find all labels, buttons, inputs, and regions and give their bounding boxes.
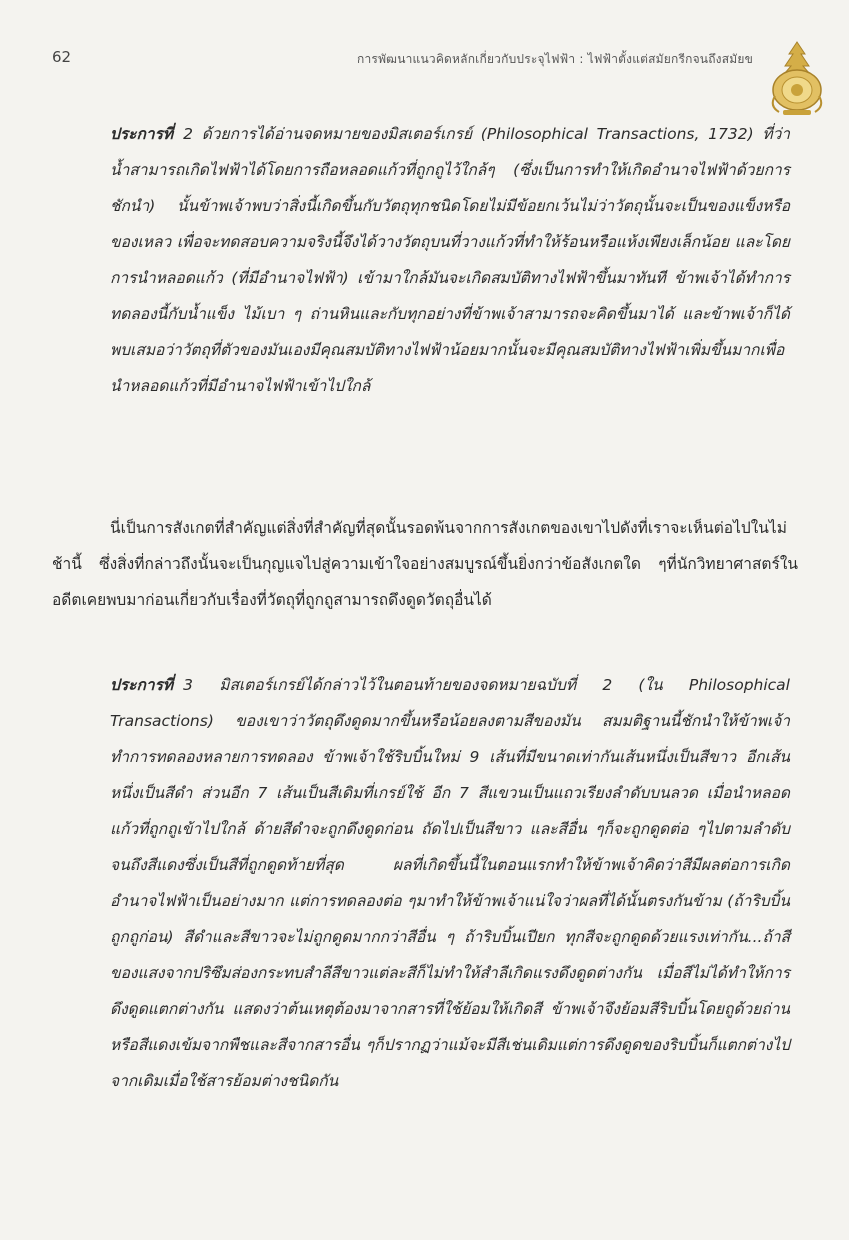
paragraph-text: นี่เป็นการสังเกตที่สำคัญแต่สิ่งที่สำคัญที่สุดนั้นรอดพ้นจากการสังเกตของเขาไปดังที่เราจะเห็นต่อไปในไม่ช้านี้ ซึ่งสิ่งที่กล่าวถึงนั้นจะเป็นกุญแจไปสู่ความเข้าใจอย่างสมบูรณ์ขึ้นยิ่งกว่าข้อสังเกตใด ๆที่นักวิทยาศาสตร์ในอดีตเคยพบมาก่อนเกี่ยวกับเรื่องที่วัตถุที่ถูกถูสามารถดึงดูดวัตถุอื่นได้ xyxy=(52,519,798,609)
paragraph-text: 3 มิสเตอร์เกรย์ได้กล่าวไว้ในตอนท้ายของจดหมายฉบับที่ 2 (ใน Philosophical Transactions) ของเขาว่าวัตถุดึงดูดมากขึ้นหรือน้อยลงตามสีของมัน สมมติฐานนี้ชักนำให้ข้าพเจ้าทำการทดลองหลายการทดลอง ข้าพเจ้าใช้ริบบิ้นใหม่ 9 เส้นที่มีขนาดเท่ากันเส้นหนึ่งเป็นสีขาว อีกเส้นหนึ่งเป็นสีดำ ส่วนอีก 7 เส้นเป็นสีเดิมที่เกรย์ใช้ อีก 7 สีแขวนเป็นแถวเรียงลำดับบนลวด เมื่อนำหลอดแก้วที่ถูกถูเข้าไปใกล้ ด้ายสีดำจะถูกดึงดูดก่อน ถัดไปเป็นสีขาว และสีอื่น ๆก็จะถูกดูดต่อ ๆไปตามลำดับ จนถึงสีแดงซึ่งเป็นสีที่ถูกดูดท้ายที่สุด ผลที่เกิดขึ้นนี้ในตอนแรกทำให้ข้าพเจ้าคิดว่าสีมีผลต่อการเกิดอำนาจไฟฟ้าเป็นอย่างมาก แต่การทดลองต่อ ๆมาทำให้ข้าพเจ้าแน่ใจว่าผลที่ได้นั้นตรงกันข้าม (ถ้าริบบิ้นถูกถูก่อน) สีดำและสีขาวจะไม่ถูกดูดมากกว่าสีอื่น ๆ ถ้าริบบิ้นเปียก ทุกสีจะถูกดูดด้วยแรงเท่ากัน...ถ้าสีของแสงจากปริซึมส่องกระทบสำลีสีขาวแต่ละสีก็ไม่ทำให้สำลีเกิดแรงดึงดูดต่างกัน เมื่อสีไม่ได้ทำให้การดึงดูดแตกต่างกัน แสดงว่าต้นเหตุต้องมาจากสารที่ใช้ย้อมให้เกิดสี ข้าพเจ้าจึงย้อมสีริบบิ้นโดยถูด้วยถ่านหรือสีแดงเข้มจากพืชและสีจากสารอื่น ๆก็ปรากฏว่าแม้จะมีสีเช่นเดิมแต่การดึงดูดของริบบิ้นก็แตกต่างไปจากเดิมเมื่อใช้สารย้อมต่างชนิดกัน xyxy=(110,676,790,1090)
paragraph-lead: ประการที่ xyxy=(110,676,174,694)
page-header xyxy=(52,44,753,74)
royal-emblem-icon xyxy=(765,40,829,118)
page-number: 62 xyxy=(52,48,72,66)
paragraph-lead: ประการที่ xyxy=(110,125,174,143)
running-head: การพัฒนาแนวคิดหลักเกี่ยวกับประจุไฟฟ้า : ไฟฟ้าตั้งแต่สมัยกรีกจนถึงสมัยข xyxy=(357,52,753,66)
paragraph-text: 2 ด้วยการได้อ่านจดหมายของมิสเตอร์เกรย์ (Philosophical Transactions, 1732) ที่ว่าน้ำสามารถเกิดไฟฟ้าได้โดยการถือหลอดแก้วที่ถูกถูไว้ใกล้ๆ (ซึ่งเป็นการทำให้เกิดอำนาจไฟฟ้าด้วยการชักนำ) นั้นข้าพเจ้าพบว่าสิ่งนี้เกิดขึ้นกับวัตถุทุกชนิดโดยไม่มีข้อยกเว้นไม่ว่าวัตถุนั้นจะเป็นของแข็งหรือของเหลว เพื่อจะทดสอบความจริงนี้จึงได้วางวัตถุบนที่วางแก้วที่ทำให้ร้อนหรือแห้งเพียงเล็กน้อย และโดยการนำหลอดแก้ว (ที่มีอำนาจไฟฟ้า) เข้ามาใกล้มันจะเกิดสมบัติทางไฟฟ้าขึ้นมาทันที ข้าพเจ้าได้ทำการทดลองนี้กับน้ำแข็ง ไม้เบา ๆ ถ่านหินและกับทุกอย่างที่ข้าพเจ้าสามารถจะคิดขึ้นมาได้ และข้าพเจ้าก็ได้พบเสมอว่าวัตถุที่ตัวของมันเองมีคุณสมบัติทางไฟฟ้าน้อยมากนั้นจะมีคุณสมบัติทางไฟฟ้าเพิ่มขึ้นมากเพื่อนำหลอดแก้วที่มีอำนาจไฟฟ้าเข้าไปใกล้ xyxy=(110,125,790,395)
paragraph-quote-1 xyxy=(110,116,790,404)
paragraph-quote-2 xyxy=(110,667,790,1099)
paragraph-body xyxy=(52,510,798,618)
